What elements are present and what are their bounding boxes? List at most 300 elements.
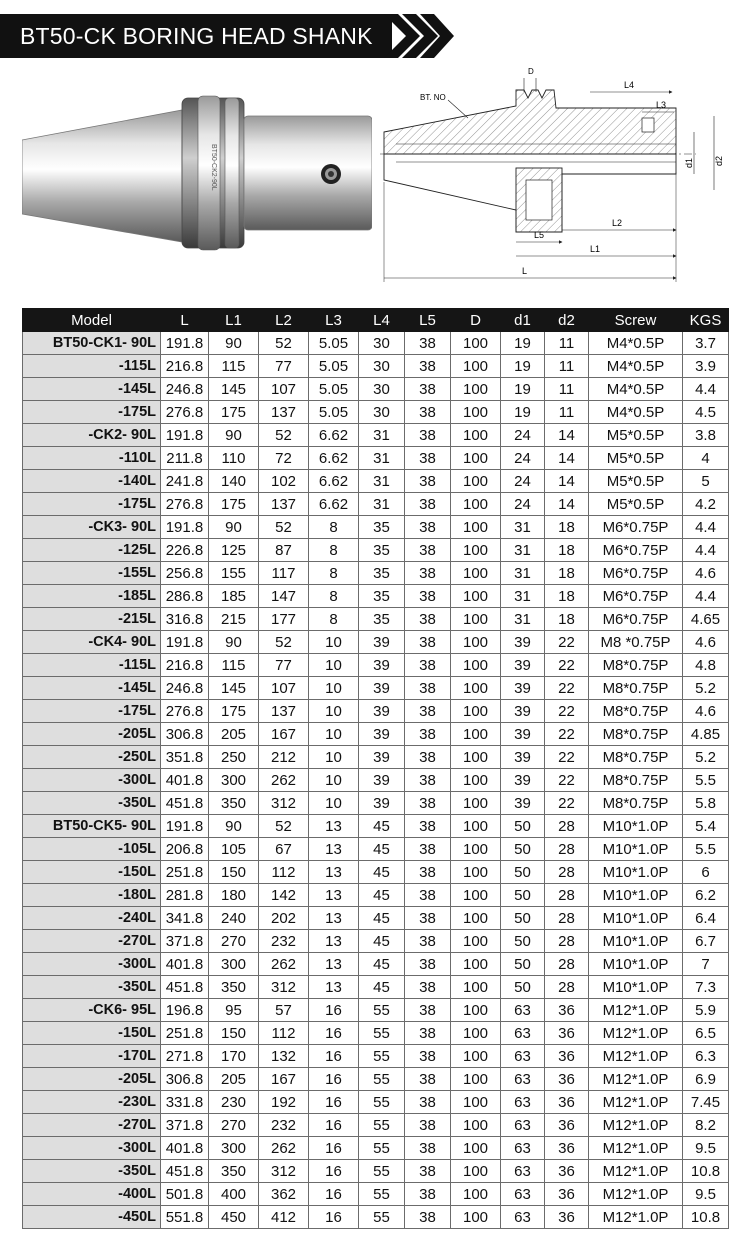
- value-cell: 39: [501, 700, 545, 723]
- value-cell: 10: [309, 746, 359, 769]
- value-cell: 206.8: [161, 838, 209, 861]
- value-cell: 10: [309, 631, 359, 654]
- model-cell: -240L: [23, 907, 161, 930]
- value-cell: 55: [359, 1137, 405, 1160]
- value-cell: 10: [309, 700, 359, 723]
- table-row: [23, 1091, 729, 1114]
- value-cell: 14: [545, 493, 589, 516]
- label-D: D: [528, 67, 534, 76]
- value-cell: 137: [259, 700, 309, 723]
- value-cell: 286.8: [161, 585, 209, 608]
- value-cell: 5.5: [683, 838, 729, 861]
- model-cell: -300L: [23, 769, 161, 792]
- value-cell: 63: [501, 1183, 545, 1206]
- value-cell: 100: [451, 1183, 501, 1206]
- value-cell: 212: [259, 746, 309, 769]
- value-cell: 100: [451, 999, 501, 1022]
- value-cell: M12*1.0P: [589, 1114, 683, 1137]
- value-cell: 38: [405, 1091, 451, 1114]
- value-cell: 112: [259, 861, 309, 884]
- value-cell: 24: [501, 493, 545, 516]
- value-cell: 36: [545, 1045, 589, 1068]
- value-cell: 16: [309, 1160, 359, 1183]
- value-cell: 6.3: [683, 1045, 729, 1068]
- value-cell: M6*0.75P: [589, 539, 683, 562]
- table-row: [23, 838, 729, 861]
- value-cell: 271.8: [161, 1045, 209, 1068]
- value-cell: 7: [683, 953, 729, 976]
- value-cell: 36: [545, 1114, 589, 1137]
- value-cell: 276.8: [161, 401, 209, 424]
- model-cell: BT50-CK5- 90L: [23, 815, 161, 838]
- value-cell: M8*0.75P: [589, 723, 683, 746]
- value-cell: 100: [451, 884, 501, 907]
- value-cell: 451.8: [161, 792, 209, 815]
- table-row: [23, 539, 729, 562]
- value-cell: 55: [359, 1091, 405, 1114]
- value-cell: 115: [209, 355, 259, 378]
- table-row: [23, 378, 729, 401]
- value-cell: 4.6: [683, 562, 729, 585]
- value-cell: 205: [209, 723, 259, 746]
- table-row: [23, 424, 729, 447]
- value-cell: 22: [545, 631, 589, 654]
- model-cell: -115L: [23, 355, 161, 378]
- value-cell: 38: [405, 677, 451, 700]
- value-cell: 39: [359, 769, 405, 792]
- value-cell: M12*1.0P: [589, 1160, 683, 1183]
- column-header: Screw: [589, 309, 683, 332]
- table-row: [23, 585, 729, 608]
- value-cell: 100: [451, 585, 501, 608]
- value-cell: 35: [359, 608, 405, 631]
- value-cell: 400: [209, 1183, 259, 1206]
- table-row: [23, 447, 729, 470]
- value-cell: 300: [209, 1137, 259, 1160]
- value-cell: 371.8: [161, 930, 209, 953]
- value-cell: 145: [209, 677, 259, 700]
- value-cell: 6.62: [309, 424, 359, 447]
- value-cell: 6.5: [683, 1022, 729, 1045]
- value-cell: 16: [309, 1022, 359, 1045]
- value-cell: 100: [451, 769, 501, 792]
- triple-chevron-icon: [384, 14, 454, 58]
- value-cell: 45: [359, 953, 405, 976]
- value-cell: M4*0.5P: [589, 332, 683, 355]
- value-cell: 45: [359, 976, 405, 999]
- value-cell: M12*1.0P: [589, 1206, 683, 1229]
- value-cell: M8*0.75P: [589, 769, 683, 792]
- value-cell: 63: [501, 999, 545, 1022]
- model-cell: -270L: [23, 930, 161, 953]
- value-cell: 100: [451, 1091, 501, 1114]
- value-cell: 6.9: [683, 1068, 729, 1091]
- value-cell: 38: [405, 838, 451, 861]
- value-cell: M5*0.5P: [589, 493, 683, 516]
- column-header: L3: [309, 309, 359, 332]
- value-cell: 100: [451, 815, 501, 838]
- value-cell: M12*1.0P: [589, 1045, 683, 1068]
- value-cell: 270: [209, 1114, 259, 1137]
- value-cell: 4.4: [683, 516, 729, 539]
- value-cell: 5.05: [309, 401, 359, 424]
- model-cell: -CK6- 95L: [23, 999, 161, 1022]
- value-cell: 312: [259, 976, 309, 999]
- value-cell: 45: [359, 815, 405, 838]
- label-L3: L3: [656, 100, 667, 110]
- value-cell: 501.8: [161, 1183, 209, 1206]
- value-cell: 38: [405, 470, 451, 493]
- value-cell: 55: [359, 1160, 405, 1183]
- value-cell: 18: [545, 562, 589, 585]
- table-row: [23, 999, 729, 1022]
- value-cell: 115: [209, 654, 259, 677]
- value-cell: 19: [501, 378, 545, 401]
- value-cell: 150: [209, 1022, 259, 1045]
- model-cell: -CK3- 90L: [23, 516, 161, 539]
- value-cell: 107: [259, 378, 309, 401]
- value-cell: 63: [501, 1114, 545, 1137]
- value-cell: 4.4: [683, 585, 729, 608]
- model-cell: -350L: [23, 792, 161, 815]
- label-L: L: [522, 266, 528, 276]
- value-cell: 38: [405, 654, 451, 677]
- table-row: [23, 769, 729, 792]
- value-cell: 10: [309, 769, 359, 792]
- value-cell: 177: [259, 608, 309, 631]
- value-cell: 100: [451, 1114, 501, 1137]
- value-cell: 38: [405, 861, 451, 884]
- value-cell: 30: [359, 378, 405, 401]
- value-cell: 31: [501, 516, 545, 539]
- value-cell: 38: [405, 332, 451, 355]
- value-cell: 50: [501, 884, 545, 907]
- value-cell: 36: [545, 1160, 589, 1183]
- value-cell: 180: [209, 884, 259, 907]
- product-photo: [22, 92, 372, 262]
- value-cell: 55: [359, 1114, 405, 1137]
- table-row: [23, 907, 729, 930]
- value-cell: 36: [545, 1183, 589, 1206]
- column-header: Model: [23, 309, 161, 332]
- value-cell: M5*0.5P: [589, 470, 683, 493]
- value-cell: 350: [209, 976, 259, 999]
- value-cell: 4.65: [683, 608, 729, 631]
- value-cell: M6*0.75P: [589, 608, 683, 631]
- value-cell: 36: [545, 1091, 589, 1114]
- value-cell: 38: [405, 631, 451, 654]
- value-cell: 3.8: [683, 424, 729, 447]
- value-cell: 55: [359, 999, 405, 1022]
- model-cell: -180L: [23, 884, 161, 907]
- value-cell: 100: [451, 792, 501, 815]
- value-cell: 35: [359, 539, 405, 562]
- value-cell: M8*0.75P: [589, 746, 683, 769]
- value-cell: 22: [545, 769, 589, 792]
- value-cell: 100: [451, 1022, 501, 1045]
- value-cell: 18: [545, 585, 589, 608]
- value-cell: 30: [359, 355, 405, 378]
- value-cell: 13: [309, 884, 359, 907]
- table-row: [23, 1160, 729, 1183]
- value-cell: 6.7: [683, 930, 729, 953]
- value-cell: 100: [451, 493, 501, 516]
- value-cell: 55: [359, 1183, 405, 1206]
- value-cell: 19: [501, 355, 545, 378]
- value-cell: 13: [309, 815, 359, 838]
- model-cell: -145L: [23, 677, 161, 700]
- value-cell: 5.5: [683, 769, 729, 792]
- value-cell: 36: [545, 1068, 589, 1091]
- value-cell: 100: [451, 861, 501, 884]
- table-body: [23, 332, 729, 1229]
- model-cell: BT50-CK1- 90L: [23, 332, 161, 355]
- value-cell: 241.8: [161, 470, 209, 493]
- value-cell: 38: [405, 1045, 451, 1068]
- value-cell: 8: [309, 516, 359, 539]
- value-cell: 38: [405, 562, 451, 585]
- model-cell: -175L: [23, 700, 161, 723]
- value-cell: 63: [501, 1206, 545, 1229]
- value-cell: 100: [451, 1206, 501, 1229]
- value-cell: 55: [359, 1206, 405, 1229]
- value-cell: 24: [501, 447, 545, 470]
- value-cell: M5*0.5P: [589, 424, 683, 447]
- value-cell: 22: [545, 746, 589, 769]
- value-cell: 22: [545, 792, 589, 815]
- value-cell: 14: [545, 447, 589, 470]
- value-cell: 38: [405, 585, 451, 608]
- model-cell: -350L: [23, 976, 161, 999]
- column-header: d1: [501, 309, 545, 332]
- value-cell: M8 *0.75P: [589, 631, 683, 654]
- value-cell: 39: [501, 746, 545, 769]
- value-cell: 140: [209, 470, 259, 493]
- table-row: [23, 677, 729, 700]
- value-cell: 7.3: [683, 976, 729, 999]
- value-cell: 57: [259, 999, 309, 1022]
- value-cell: 11: [545, 355, 589, 378]
- value-cell: M12*1.0P: [589, 1022, 683, 1045]
- value-cell: 16: [309, 1091, 359, 1114]
- value-cell: 16: [309, 1137, 359, 1160]
- value-cell: 262: [259, 953, 309, 976]
- value-cell: 246.8: [161, 378, 209, 401]
- value-cell: 39: [501, 792, 545, 815]
- value-cell: 45: [359, 907, 405, 930]
- column-header: D: [451, 309, 501, 332]
- table-row: [23, 861, 729, 884]
- engraving: BT50-CK2-90L: [210, 144, 217, 191]
- column-header: L4: [359, 309, 405, 332]
- value-cell: 11: [545, 332, 589, 355]
- value-cell: 5.9: [683, 999, 729, 1022]
- value-cell: 16: [309, 1183, 359, 1206]
- value-cell: 191.8: [161, 631, 209, 654]
- value-cell: 16: [309, 1206, 359, 1229]
- value-cell: 45: [359, 838, 405, 861]
- value-cell: 211.8: [161, 447, 209, 470]
- value-cell: 31: [501, 608, 545, 631]
- value-cell: 8: [309, 608, 359, 631]
- value-cell: 251.8: [161, 861, 209, 884]
- table-row: [23, 1068, 729, 1091]
- value-cell: 28: [545, 815, 589, 838]
- value-cell: 5: [683, 470, 729, 493]
- value-cell: 10.8: [683, 1160, 729, 1183]
- value-cell: 251.8: [161, 1022, 209, 1045]
- value-cell: 63: [501, 1091, 545, 1114]
- value-cell: 312: [259, 1160, 309, 1183]
- value-cell: 52: [259, 332, 309, 355]
- value-cell: 167: [259, 723, 309, 746]
- table-row: [23, 792, 729, 815]
- value-cell: M10*1.0P: [589, 930, 683, 953]
- value-cell: 38: [405, 884, 451, 907]
- value-cell: 63: [501, 1160, 545, 1183]
- model-cell: -175L: [23, 401, 161, 424]
- value-cell: 52: [259, 631, 309, 654]
- value-cell: 226.8: [161, 539, 209, 562]
- value-cell: 5.05: [309, 378, 359, 401]
- value-cell: 77: [259, 654, 309, 677]
- value-cell: 31: [359, 447, 405, 470]
- value-cell: 100: [451, 1137, 501, 1160]
- value-cell: M5*0.5P: [589, 447, 683, 470]
- value-cell: 137: [259, 401, 309, 424]
- value-cell: 5.2: [683, 677, 729, 700]
- value-cell: 13: [309, 953, 359, 976]
- model-cell: -400L: [23, 1183, 161, 1206]
- value-cell: 100: [451, 907, 501, 930]
- value-cell: 125: [209, 539, 259, 562]
- value-cell: 13: [309, 907, 359, 930]
- value-cell: 185: [209, 585, 259, 608]
- value-cell: 117: [259, 562, 309, 585]
- model-cell: -105L: [23, 838, 161, 861]
- value-cell: 39: [359, 631, 405, 654]
- value-cell: 19: [501, 332, 545, 355]
- value-cell: 24: [501, 470, 545, 493]
- value-cell: 276.8: [161, 493, 209, 516]
- model-cell: -450L: [23, 1206, 161, 1229]
- value-cell: 137: [259, 493, 309, 516]
- value-cell: 28: [545, 953, 589, 976]
- value-cell: 39: [501, 654, 545, 677]
- value-cell: 38: [405, 401, 451, 424]
- value-cell: 451.8: [161, 976, 209, 999]
- value-cell: 142: [259, 884, 309, 907]
- value-cell: 100: [451, 516, 501, 539]
- value-cell: 13: [309, 861, 359, 884]
- model-cell: -150L: [23, 1022, 161, 1045]
- value-cell: 45: [359, 861, 405, 884]
- value-cell: 5.05: [309, 355, 359, 378]
- value-cell: 38: [405, 792, 451, 815]
- value-cell: 145: [209, 378, 259, 401]
- value-cell: 50: [501, 815, 545, 838]
- value-cell: 31: [359, 424, 405, 447]
- model-cell: -300L: [23, 953, 161, 976]
- value-cell: 5.4: [683, 815, 729, 838]
- value-cell: 90: [209, 516, 259, 539]
- value-cell: 100: [451, 723, 501, 746]
- label-L4: L4: [624, 80, 635, 90]
- model-cell: -215L: [23, 608, 161, 631]
- value-cell: 38: [405, 815, 451, 838]
- value-cell: 22: [545, 723, 589, 746]
- value-cell: 300: [209, 953, 259, 976]
- value-cell: 100: [451, 930, 501, 953]
- value-cell: 100: [451, 447, 501, 470]
- value-cell: 100: [451, 378, 501, 401]
- value-cell: 50: [501, 861, 545, 884]
- value-cell: 50: [501, 953, 545, 976]
- value-cell: 191.8: [161, 516, 209, 539]
- value-cell: 90: [209, 631, 259, 654]
- value-cell: 4.6: [683, 631, 729, 654]
- value-cell: 50: [501, 976, 545, 999]
- label-L2: L2: [612, 218, 623, 228]
- value-cell: 100: [451, 746, 501, 769]
- value-cell: M10*1.0P: [589, 907, 683, 930]
- value-cell: 112: [259, 1022, 309, 1045]
- value-cell: 63: [501, 1068, 545, 1091]
- table-row: [23, 1045, 729, 1068]
- value-cell: 39: [359, 700, 405, 723]
- value-cell: 306.8: [161, 1068, 209, 1091]
- value-cell: 36: [545, 1137, 589, 1160]
- value-cell: 55: [359, 1022, 405, 1045]
- label-bt-no: BT. NO: [420, 93, 446, 102]
- model-cell: -145L: [23, 378, 161, 401]
- value-cell: 39: [501, 769, 545, 792]
- value-cell: 4.4: [683, 378, 729, 401]
- table-row: [23, 746, 729, 769]
- value-cell: 35: [359, 585, 405, 608]
- value-cell: 4.4: [683, 539, 729, 562]
- value-cell: 100: [451, 562, 501, 585]
- value-cell: 250: [209, 746, 259, 769]
- value-cell: 28: [545, 976, 589, 999]
- table-row: [23, 562, 729, 585]
- table-row: [23, 815, 729, 838]
- table-row: [23, 332, 729, 355]
- body-cylinder: [244, 116, 372, 230]
- label-d1: d1: [684, 157, 694, 168]
- value-cell: 45: [359, 930, 405, 953]
- value-cell: 38: [405, 1068, 451, 1091]
- value-cell: M8*0.75P: [589, 654, 683, 677]
- table-row: [23, 401, 729, 424]
- value-cell: M4*0.5P: [589, 355, 683, 378]
- value-cell: 175: [209, 700, 259, 723]
- value-cell: 300: [209, 769, 259, 792]
- value-cell: 9.5: [683, 1183, 729, 1206]
- value-cell: 10: [309, 792, 359, 815]
- value-cell: 4: [683, 447, 729, 470]
- value-cell: 38: [405, 723, 451, 746]
- value-cell: 8: [309, 585, 359, 608]
- value-cell: 28: [545, 884, 589, 907]
- value-cell: 38: [405, 493, 451, 516]
- value-cell: 246.8: [161, 677, 209, 700]
- value-cell: 30: [359, 401, 405, 424]
- value-cell: 155: [209, 562, 259, 585]
- value-cell: 5.05: [309, 332, 359, 355]
- value-cell: 28: [545, 861, 589, 884]
- value-cell: 100: [451, 1068, 501, 1091]
